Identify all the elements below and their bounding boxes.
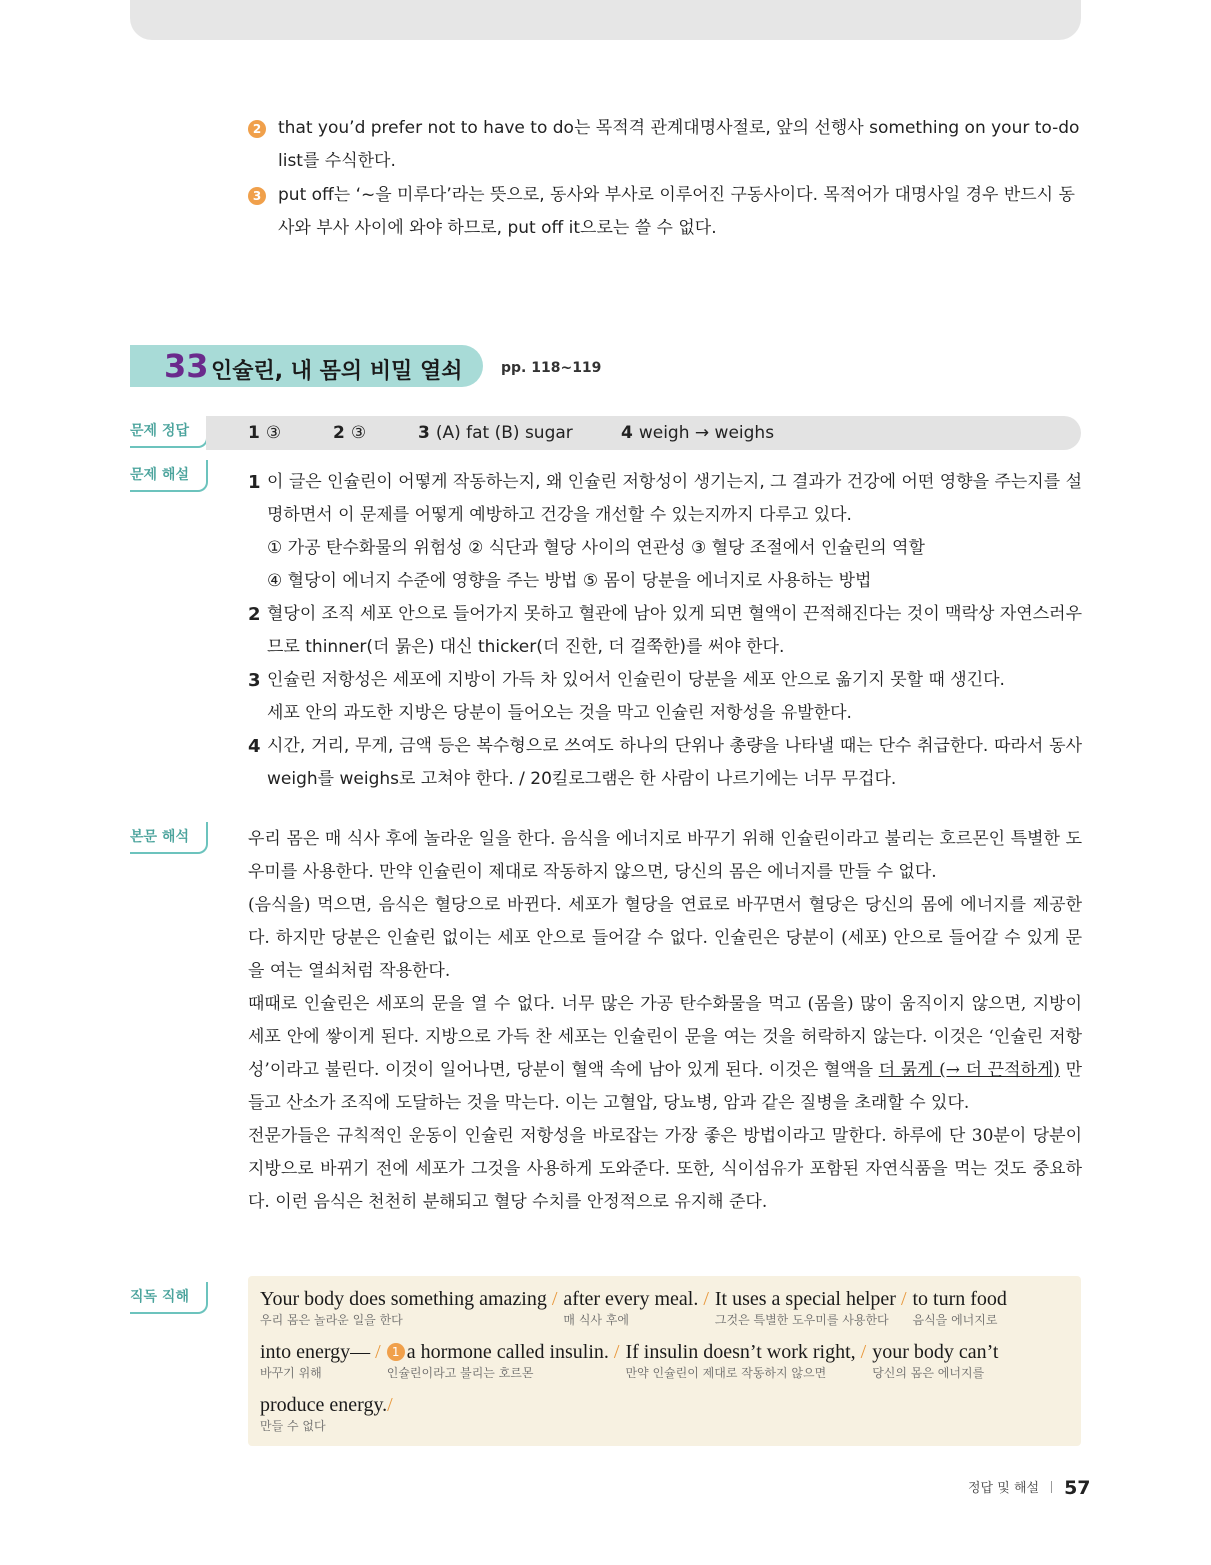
chunk-english: to turn food	[912, 1288, 1007, 1310]
chunk-english: It uses a special helper	[714, 1288, 896, 1310]
answer-number: 2	[333, 423, 345, 443]
chunk	[872, 1339, 998, 1381]
answer-item	[333, 423, 366, 443]
note-text: that you’d prefer not to have to do는 목적격 관계대명사절로, 앞의 선행사 something on your to-do list를 수식한다.	[278, 118, 1080, 171]
chunk: It uses a special helper / 그것은 특별한 도우미를 사용한다	[714, 1288, 907, 1327]
explanation-item	[248, 466, 1082, 598]
chunk-korean: 만약 인슐린이 제대로 작동하지 않으면	[625, 1366, 827, 1380]
chunk-korean: 인슐린이라고 불리는 호르몬	[386, 1366, 534, 1380]
label-translation: 본문 해석	[130, 822, 208, 854]
explanation-item	[248, 598, 1082, 664]
chunk: If insulin doesn’t work right, / 만약 인슐린이 제대로 작동하지 않으면	[625, 1341, 867, 1380]
answer-value: ③	[350, 423, 367, 443]
answer-bar	[206, 416, 1081, 450]
chunk: after every meal. / 매 식사 후에	[563, 1288, 709, 1327]
explanation-number: 3	[248, 670, 261, 691]
explanation-number: 4	[248, 736, 261, 757]
explanation-text: 인슐린 저항성은 세포에 지방이 가득 차 있어서 인슐린이 당분을 세포 안으로 옮기지 못할 때 생긴다.	[267, 670, 1005, 690]
chunk-korean: 우리 몸은 놀라운 일을 한다	[260, 1313, 403, 1327]
direct-reading-box	[248, 1276, 1081, 1446]
chunk-english: your body can’t	[872, 1341, 999, 1363]
explanation-text: 시간, 거리, 무게, 금액 등은 복수형으로 쓰여도 하나의 단위나 총량을 나타낼 때는 단수 취급한다. 따라서 동사 weigh를 weighs로 고쳐야 한다. / 20킬로그램은 한 사람이 나르기에는 너무 무겁다.	[267, 736, 1082, 789]
note-item	[248, 179, 1082, 245]
translation-text: 때때로 인슐린은 세포의 문을 열 수 없다. 너무 많은 가공 탄수화물을 먹고 (몸을) 많이 움직이지 않으면, 지방이 세포 안에 쌓이게 된다. 지방으로 가득 찬 세포는 인슐린이 문을 여는 것을 허락하지 않는다. 이것은 ‘인슐린 저항성’이라고 불린다. 이것이 일어나면, 당분이 혈액 속에 남아 있게 된다. 이것은 혈액을	[248, 994, 1082, 1080]
explanation-number: 1	[248, 472, 261, 493]
explanation-options: ① 가공 탄수화물의 위험성 ② 식단과 혈당 사이의 연관성 ③ 혈당 조절에서 인슐린의 역할	[267, 538, 925, 558]
chunk-english: into energy—	[260, 1341, 371, 1363]
explanation-number: 2	[248, 604, 261, 625]
chunk-english: after every meal.	[563, 1288, 699, 1310]
explanation-list	[248, 466, 1082, 796]
chunk-line	[260, 1339, 1004, 1381]
chunk-english: If insulin doesn’t work right,	[625, 1341, 856, 1363]
page-number: 57	[1064, 1477, 1091, 1499]
note-text: put off는 ‘~을 미루다’라는 뜻으로, 동사와 부사로 이루어진 구동사이다. 목적어가 대명사일 경우 반드시 동사와 부사 사이에 와야 하므로, put off it으로는 쓸 수 없다.	[278, 185, 1075, 238]
section-title: 인슐린, 내 몸의 비밀 열쇠	[211, 359, 463, 384]
answer-number: 4	[621, 423, 633, 443]
answer-item	[248, 423, 281, 443]
answer-value: (A) fat (B) sugar	[435, 423, 573, 443]
explanation-item	[248, 664, 1082, 730]
answer-item	[621, 423, 774, 443]
translation-paragraph: (음식을) 먹으면, 음식은 혈당으로 바뀐다. 세포가 혈당을 연료로 바꾸면서 혈당은 당신의 몸에 에너지를 제공한다. 하지만 당분은 인슐린 없이는 세포 안으로 들어갈 수 없다. 인슐린은 당분이 (세포) 안으로 들어갈 수 있게 문을 여는 열쇠처럼 작용한다.	[248, 895, 1082, 981]
label-direct-reading: 직독 직해	[130, 1282, 208, 1314]
translation-text: 만들고 산소가 조직에 도달하는 것을 막는다. 이는 고혈압, 당뇨병, 암과 같은 질병을 초래할 수 있다.	[248, 1060, 1083, 1113]
note-item	[248, 112, 1082, 178]
chunk-korean: 음식을 에너지로	[912, 1313, 998, 1327]
note-number-icon: 2	[248, 120, 266, 138]
answer-number: 1	[248, 423, 260, 443]
chunk-english: a hormone called insulin.	[406, 1341, 609, 1363]
explanation-text: 이 글은 인슐린이 어떻게 작동하는지, 왜 인슐린 저항성이 생기는지, 그 결과가 건강에 어떤 영향을 주는지를 설명하면서 이 문제를 어떻게 예방하고 건강을 개선할 수 있는지까지 다루고 있다.	[267, 472, 1082, 525]
answer-value: weigh → weighs	[638, 423, 775, 443]
explanation-text: 혈당이 조직 세포 안으로 들어가지 못하고 혈관에 남아 있게 되면 혈액이 끈적해진다는 것이 맥락상 자연스러우므로 thinner(더 묽은) 대신 thicker(더 진한, 더 걸쭉한)를 써야 한다.	[267, 604, 1082, 657]
chunk: Your body does something amazing / 우리 몸은 놀라운 일을 한다	[260, 1288, 558, 1327]
translation-paragraph: 우리 몸은 매 식사 후에 놀라운 일을 한다. 음식을 에너지로 바꾸기 위해 인슐린이라고 불리는 호르몬인 특별한 도우미를 사용한다. 만약 인슐린이 제대로 작동하지 않으면, 당신의 몸은 에너지를 만들 수 없다.	[248, 829, 1082, 882]
chunk: produce energy./ 만들 수 없다	[260, 1394, 393, 1433]
explanation-item	[248, 730, 1082, 796]
chunk-korean: 만들 수 없다	[260, 1419, 326, 1433]
chunk-korean: 당신의 몸은 에너지를	[872, 1366, 985, 1380]
corrected-phrase: 더 묽게 (→ 더 끈적하게)	[878, 1060, 1060, 1080]
translation-paragraph: 전문가들은 규칙적인 운동이 인슐린 저항성을 바로잡는 가장 좋은 방법이라고 말한다. 하루에 단 30분이 당분이 지방으로 바뀌기 전에 세포가 그것을 사용하게 도와준다. 또한, 식이섬유가 포함된 자연식품을 먹는 것도 중요하다. 이런 음식은 천천히 분해되고 혈당 수치를 안정적으로 유지해 준다.	[248, 1126, 1082, 1212]
footer-label: 정답 및 해설	[968, 1481, 1040, 1496]
chunk-line	[260, 1392, 399, 1434]
chunk-korean: 그것은 특별한 도우미를 사용한다	[714, 1313, 889, 1327]
footer-divider	[1051, 1481, 1052, 1493]
chunk: 1 a hormone called insulin. / 인슐린이라고 불리는 호르몬	[386, 1341, 620, 1380]
chunk	[913, 1286, 1007, 1328]
section-heading	[130, 345, 483, 387]
chunk-line	[260, 1286, 1013, 1328]
grammar-notes	[248, 112, 1082, 246]
chunk-english: Your body does something amazing	[260, 1288, 547, 1310]
explanation-options: ④ 혈당이 에너지 수준에 영향을 주는 방법 ⑤ 몸이 당분을 에너지로 사용하는 방법	[267, 571, 872, 591]
note-marker-icon: 1	[387, 1343, 405, 1361]
page-footer	[968, 1477, 1091, 1499]
chunk-korean: 바꾸기 위해	[260, 1366, 322, 1380]
label-explanation: 문제 해설	[130, 460, 208, 492]
section-pages: pp. 118~119	[501, 360, 602, 376]
explanation-text: 세포 안의 과도한 지방은 당분이 들어오는 것을 막고 인슐린 저항성을 유발한다.	[267, 703, 852, 723]
answer-item	[418, 423, 573, 443]
answer-number: 3	[418, 423, 430, 443]
section-number: 33	[164, 347, 209, 385]
chunk: into energy— / 바꾸기 위해	[260, 1341, 381, 1380]
label-answers: 문제 정답	[130, 416, 208, 448]
answer-value: ③	[265, 423, 282, 443]
top-banner	[130, 0, 1081, 40]
chunk-english: produce energy.	[260, 1394, 388, 1416]
translation-paragraph	[248, 988, 1082, 1120]
note-number-icon: 3	[248, 187, 266, 205]
translation-body	[248, 823, 1082, 1219]
chunk-korean: 매 식사 후에	[563, 1313, 629, 1327]
